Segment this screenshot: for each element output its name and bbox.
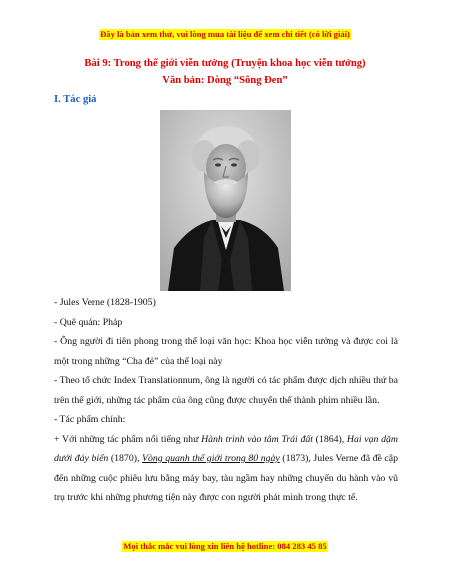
author-facts — [54, 293, 398, 508]
translation-line: - Theo tổ chức Index Translationnum, ông là người có tác phẩm được dịch nhiều thứ ba trên thế giới, những tác phẩm của ông cũng được chuyển thể thành phim nhiều lần. — [54, 375, 398, 406]
author-name-line: - Jules Verne (1828-1905) — [54, 297, 156, 308]
works-label-line: - Tác phẩm chính: — [54, 414, 126, 425]
pioneer-line: - Ông người đi tiên phong trong thể loại văn học: Khoa học viễn tưởng và được coi là một trong những “Cha đẻ” của thể loại này — [54, 336, 398, 367]
work-year-1864: (1864), — [312, 433, 347, 445]
work-title-journey-center-earth: Hành trình vào tâm Trái đất — [201, 433, 313, 445]
works-paragraph — [54, 430, 398, 508]
preview-notice-banner — [0, 24, 450, 42]
section-heading-author: I. Tác giả — [54, 94, 97, 105]
text-title: Văn bản: Dòng “Sông Đen” — [162, 75, 288, 86]
hotline-text: Mọi thắc mắc vui lòng xin liên hệ hotline: 084 283 45 85 — [123, 541, 327, 551]
lesson-title: Bài 9: Trong thế giới viễn tưởng (Truyện khoa học viễn tưởng) — [84, 58, 366, 69]
works-prefix: + Với những tác phẩm nổi tiếng như — [54, 433, 202, 445]
work-year-1870: (1870), — [108, 453, 142, 464]
hotline-banner — [0, 536, 450, 554]
work-title-around-world-80-days: Vòng quanh thế giới trong 80 ngày — [142, 453, 280, 464]
hometown-line: - Quê quán: Pháp — [54, 316, 123, 328]
preview-notice-text: Đây là bản xem thử, vui lòng mua tài liệu để xem chi tiết (có lời giải) — [100, 29, 350, 39]
author-portrait-photo — [160, 110, 291, 291]
works-description: (1873), Jules Verne đã đề cập đến những cuộc phiêu lưu bằng máy bay, tàu ngầm hay những chuyến du hành vào vũ trụ trước khi những phương tiện này được con người phát minh trong thực tế. — [54, 453, 398, 503]
work-title-twenty-thousand-leagues: Hai vạn dặm dưới đáy biển — [54, 433, 398, 464]
